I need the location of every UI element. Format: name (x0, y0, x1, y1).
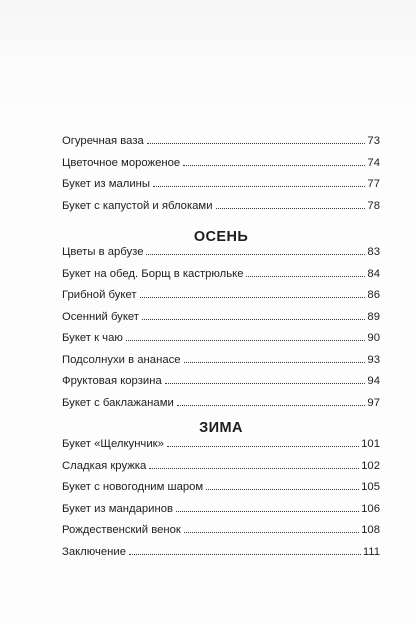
toc-entry (62, 375, 380, 397)
toc-entry-page: 94 (367, 375, 380, 387)
toc-entry-page: 73 (367, 135, 380, 147)
toc-entry-page: 102 (361, 459, 380, 472)
toc-entry-page: 97 (367, 396, 380, 409)
dot-leader (183, 165, 365, 166)
toc-entry-title: Фруктовая корзина (62, 375, 162, 387)
dot-leader (176, 511, 359, 512)
dot-leader (129, 554, 361, 555)
dot-leader (246, 276, 365, 277)
toc-entry-page: 83 (367, 246, 380, 258)
toc-entry-title: Цветочное мороженое (62, 156, 181, 169)
toc-entry-page: 84 (367, 267, 380, 280)
toc-entry-page: 86 (367, 289, 380, 301)
toc-entry (62, 354, 380, 376)
toc-entry-title: Сладкая кружка (62, 459, 147, 472)
toc-block-summer (62, 135, 380, 221)
dot-leader (147, 143, 366, 144)
toc-entry (62, 460, 380, 482)
toc-entry-page: 74 (367, 156, 380, 169)
toc-entry (62, 546, 380, 568)
toc-entry-page: 78 (367, 199, 380, 212)
toc-entry (62, 246, 380, 268)
toc-block-winter (62, 438, 380, 567)
toc-block-autumn (62, 246, 380, 418)
dot-leader (165, 383, 366, 384)
toc-entry-title: Букет к чаю (62, 332, 123, 344)
toc-entry (62, 289, 380, 311)
toc-entry-page: 101 (361, 438, 380, 450)
toc-entry (62, 157, 380, 179)
toc-entry (62, 503, 380, 525)
dot-leader (146, 254, 365, 255)
toc-entry-title: Грибной букет (62, 289, 137, 301)
toc-entry-page: 89 (367, 310, 380, 323)
dot-leader (206, 489, 359, 490)
toc-entry-title: Букет с баклажанами (62, 396, 174, 409)
toc-entry-title: Букет на обед. Борщ в кастрюльке (62, 267, 244, 280)
toc-entry-title: Букет с новогодним шаром (62, 481, 204, 493)
toc-entry-page: 77 (367, 178, 380, 190)
toc-entry-title: Букет из малины (62, 178, 151, 190)
toc-entry (62, 135, 380, 157)
toc-entry (62, 397, 380, 419)
toc-entry (62, 481, 380, 503)
dot-leader (142, 319, 365, 320)
toc-entry-title: Заключение (62, 545, 126, 558)
toc-entry-page: 111 (362, 545, 380, 558)
toc-entry (62, 524, 380, 546)
dot-leader (184, 362, 366, 363)
toc-entry-title: Рождественский венок (62, 524, 181, 536)
section-heading-autumn: ОСЕНЬ (193, 229, 249, 245)
toc-entry-page: 106 (361, 502, 380, 515)
toc-entry-title: Цветы в арбузе (62, 246, 144, 258)
dot-leader (216, 208, 366, 209)
toc-entry-title: Букет из мандаринов (62, 502, 174, 515)
toc-entry-title: Букет с капустой и яблоками (62, 199, 213, 212)
dot-leader (149, 468, 359, 469)
toc-entry-page: 93 (367, 353, 380, 366)
toc-entry (62, 268, 380, 290)
toc-entry (62, 438, 380, 460)
toc-entry (62, 178, 380, 200)
toc-entry-title: Подсолнухи в ананасе (62, 353, 181, 366)
dot-leader (140, 297, 366, 298)
toc-entry (62, 311, 380, 333)
section-heading-winter: ЗИМА (199, 420, 243, 436)
toc-entry-page: 105 (361, 481, 380, 493)
dot-leader (126, 340, 366, 341)
dot-leader (184, 532, 359, 533)
dot-leader (167, 446, 359, 447)
toc-entry-title: Осенний букет (62, 310, 139, 323)
toc-entry-page: 108 (361, 524, 380, 536)
toc-entry-page: 90 (367, 332, 380, 344)
dot-leader (153, 186, 365, 187)
toc-entry (62, 200, 380, 222)
toc-entry (62, 332, 380, 354)
toc-entry-title: Огуречная ваза (62, 135, 144, 147)
toc-entry-title: Букет «Щелкунчик» (62, 438, 164, 450)
dot-leader (177, 405, 366, 406)
